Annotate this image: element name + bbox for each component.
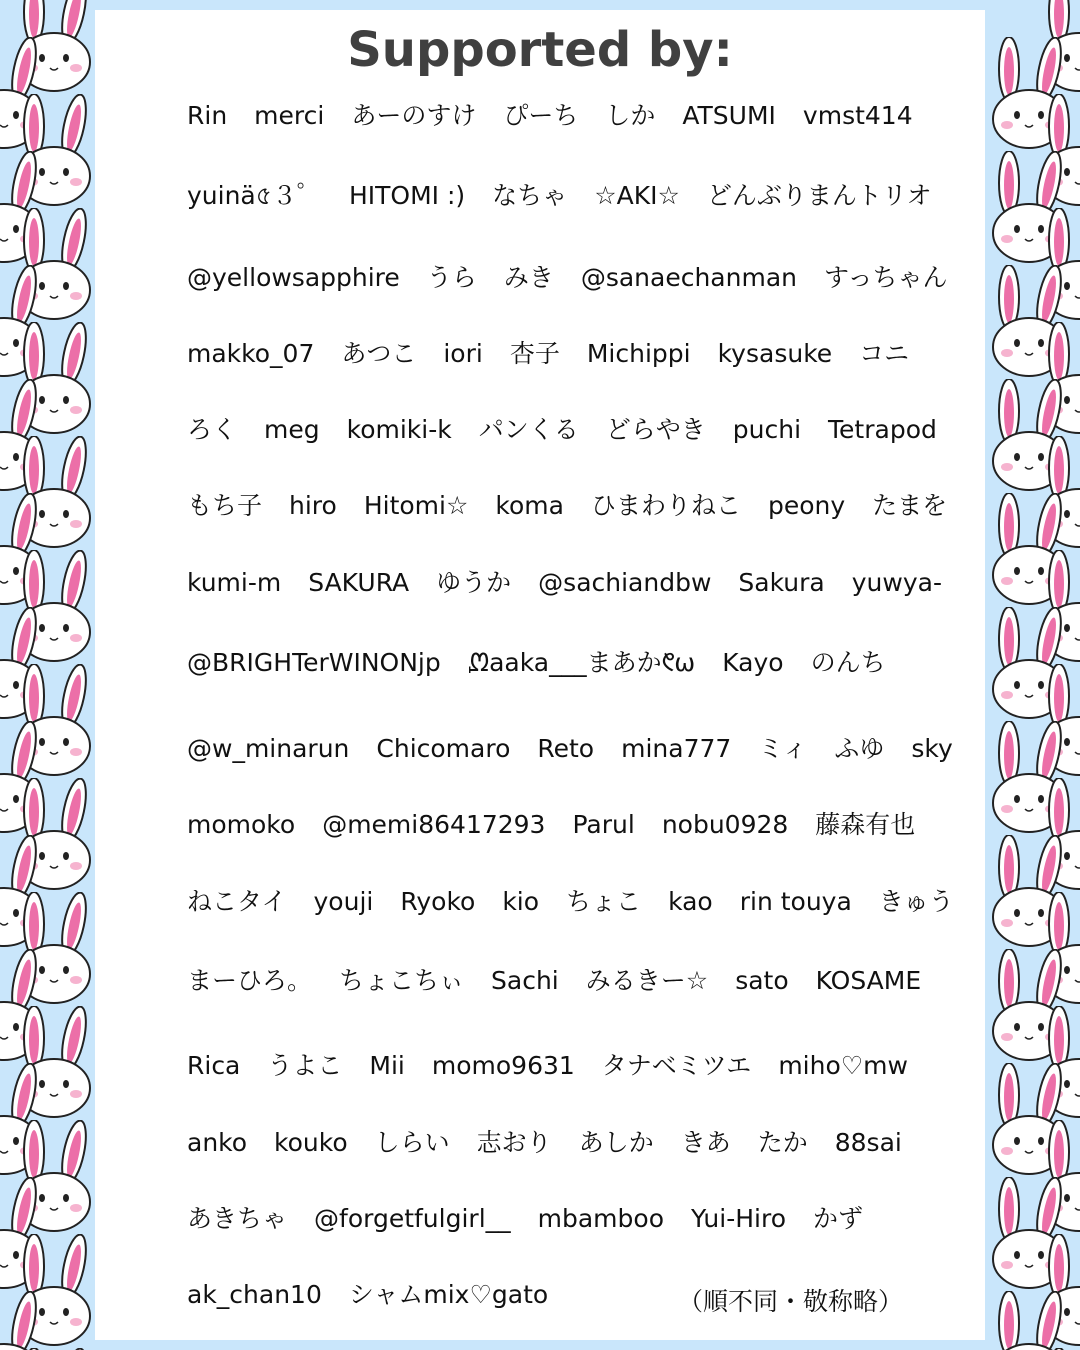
supporter-name: ミィ <box>758 734 808 763</box>
supporter-name: sato <box>735 966 789 995</box>
supporter-row <box>187 183 959 208</box>
supporter-name: momo9631 <box>431 1051 575 1080</box>
supporter-name: kao <box>668 887 713 916</box>
supporter-name: momoko <box>187 810 296 839</box>
supporter-name: ちょこ <box>566 887 642 916</box>
supporter-name: @sanaechanman <box>580 263 797 292</box>
page-title: Supported by: <box>347 22 733 78</box>
supporter-name: yuwya- <box>851 568 942 597</box>
supporter-name: あしか <box>578 1128 654 1157</box>
supporter-name: ねこタイ <box>187 887 287 916</box>
supporter-name: ゆうか <box>436 568 512 597</box>
left-bunny-pattern <box>0 0 95 1350</box>
supporter-row <box>187 1130 929 1155</box>
supporter-name: ak_chan10 <box>187 1280 322 1309</box>
supporter-name: @memi86417293 <box>322 810 546 839</box>
supporter-name: うよこ <box>267 1051 343 1080</box>
supporter-name: @forgetfulgirl__ <box>314 1204 511 1233</box>
supporter-name: Parul <box>572 810 635 839</box>
supporter-name: 88sai <box>834 1128 902 1157</box>
supporter-row <box>187 570 969 595</box>
supporter-name: ぴーち <box>503 101 579 130</box>
bunny-icon <box>0 1291 48 1350</box>
supporter-name: @w_minarun <box>187 734 350 763</box>
supporter-name: @BRIGHTerWINONjp <box>187 648 441 677</box>
supporter-name: 杏子 <box>509 339 560 368</box>
supporter-name: HITOMI :) <box>348 181 466 210</box>
supporter-name: ᘻaaka___まあか᱖ω <box>467 648 696 677</box>
supporter-name: koma <box>495 491 564 520</box>
supporter-name: うら <box>426 263 477 292</box>
supporter-name: meg <box>264 415 320 444</box>
supporter-name: Rin <box>187 101 228 130</box>
supporter-name: anko <box>187 1128 248 1157</box>
supporter-name: merci <box>254 101 325 130</box>
supporter-name: もち子 <box>187 491 263 520</box>
supporter-name: rin touya <box>739 887 852 916</box>
right-bunny-pattern <box>985 0 1080 1350</box>
supporter-row <box>187 493 974 518</box>
supporter-name: パンくる <box>478 415 579 444</box>
supporter-name: どらやき <box>605 415 706 444</box>
supporter-name: たまを <box>872 491 948 520</box>
supporter-name: ろく <box>187 415 238 444</box>
supporter-name: @yellowsapphire <box>187 263 400 292</box>
supporter-name: あきちゃ <box>187 1204 288 1233</box>
supporter-name: Michippi <box>586 339 691 368</box>
supporter-name: mbamboo <box>537 1204 664 1233</box>
supporter-name: ATSUMI <box>682 101 776 130</box>
supporter-name: きあ <box>680 1128 731 1157</box>
supporter-name: SAKURA <box>308 568 410 597</box>
supporter-name: みるきー☆ <box>585 966 709 995</box>
supporter-name: ひまわりねこ <box>590 491 741 520</box>
supporter-name: まーひろ。 <box>187 966 313 995</box>
supporter-name: Chicomaro <box>376 734 511 763</box>
supporter-name: peony <box>767 491 846 520</box>
supporter-name: みき <box>503 263 554 292</box>
supporter-name: きゅう <box>878 887 954 916</box>
supporter-name: あーのすけ <box>351 101 477 130</box>
supporter-row <box>187 265 975 290</box>
supporter-name: Reto <box>537 734 595 763</box>
supporter-name: 志おり <box>476 1128 552 1157</box>
supporter-name: ふゆ <box>834 734 885 763</box>
supporter-row <box>187 650 913 675</box>
supporter-name: Sakura <box>738 568 825 597</box>
supporter-name: sky <box>911 734 953 763</box>
supporter-name: Kayo <box>722 648 784 677</box>
supporter-name: hiro <box>289 491 337 520</box>
bunny-icon <box>985 1291 1073 1350</box>
supporter-name: しか <box>605 101 656 130</box>
supporters-panel <box>95 10 985 1340</box>
supporter-row <box>187 736 980 761</box>
supporter-name: Mii <box>369 1051 405 1080</box>
supporter-row <box>187 341 936 366</box>
supporter-name: Tetrapod <box>828 415 937 444</box>
supporter-row <box>187 103 940 128</box>
supporter-name: コニ <box>859 339 910 368</box>
supporter-name: すっちゃん <box>824 263 948 292</box>
supporter-name: しらい <box>374 1128 450 1157</box>
supporter-name: あつこ <box>341 339 417 368</box>
supporter-name: puchi <box>732 415 802 444</box>
supporter-name: シャムmix♡gato <box>348 1280 549 1309</box>
supporter-name: komiki-k <box>346 415 452 444</box>
supporter-name: タナベミツエ <box>601 1051 752 1080</box>
supporter-name: youji <box>313 887 374 916</box>
supporter-name: ☆AKI☆ <box>594 181 680 210</box>
supporter-name: Hitomi☆ <box>363 491 469 520</box>
supporter-row <box>187 889 981 914</box>
supporter-name: Ryoko <box>400 887 476 916</box>
supporter-name: makko_07 <box>187 339 315 368</box>
supporter-row <box>187 417 964 442</box>
supporter-name: mina777 <box>621 734 732 763</box>
supporter-name: たか <box>757 1128 808 1157</box>
supporter-name: 藤森有也 <box>815 810 916 839</box>
supporter-name: のんち <box>810 648 886 677</box>
supporter-name: KOSAME <box>815 966 922 995</box>
supporter-name: なちゃ <box>492 181 568 210</box>
supporter-name: kysasuke <box>717 339 833 368</box>
order-note: （順不同・敬称略） <box>677 1287 903 1316</box>
supporter-name: miho♡mw <box>778 1051 908 1080</box>
supporter-row <box>187 1282 575 1307</box>
supporter-name: iori <box>443 339 483 368</box>
supporter-name: vmst414 <box>802 101 913 130</box>
supporter-name: kouko <box>274 1128 348 1157</box>
supporter-name: Yui-Hiro <box>691 1204 786 1233</box>
supporter-row <box>187 812 942 837</box>
supporter-row <box>187 1206 890 1231</box>
supporter-name: kumi-m <box>187 568 282 597</box>
supporter-row <box>187 968 948 993</box>
supporter-name: ちょこちぃ <box>339 966 465 995</box>
supporter-name: @sachiandbw <box>538 568 712 597</box>
supporter-name: Rica <box>187 1051 241 1080</box>
supporter-name: Sachi <box>491 966 559 995</box>
supporter-name: どんぶりまんトリオ <box>706 181 932 210</box>
supporter-name: かず <box>812 1204 863 1233</box>
supporter-name: nobu0928 <box>661 810 789 839</box>
supporter-name: kio <box>502 887 540 916</box>
supporter-row <box>187 1053 935 1078</box>
supporter-name: yuinä৫３゜ <box>187 181 322 210</box>
